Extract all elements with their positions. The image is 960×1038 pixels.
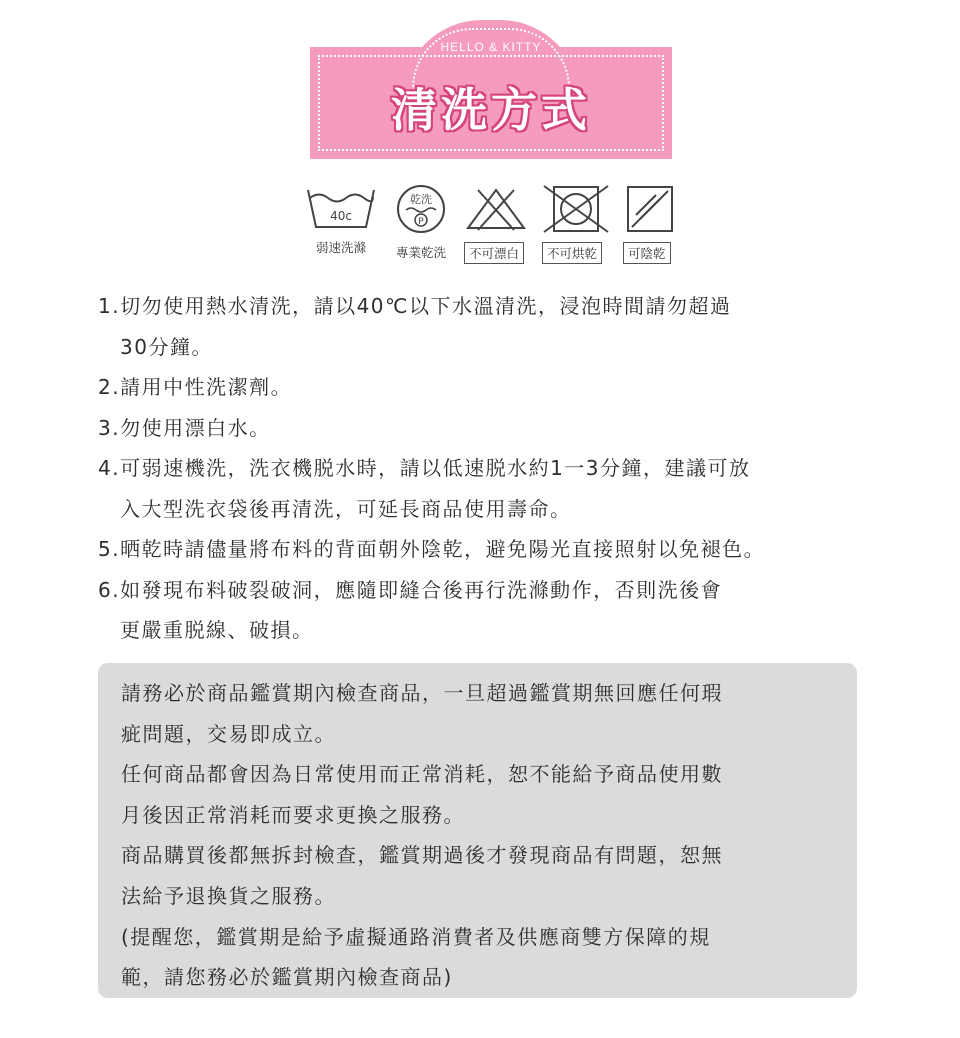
- instruction-3: 3.勿使用漂白水。: [98, 415, 271, 440]
- dry-clean-circle-icon: [396, 184, 446, 234]
- notice-line: 商品購買後都無拆封檢查，鑑賞期過後才發現商品有問題，恕無: [121, 843, 723, 868]
- care-label-dry-clean: 專業乾洗: [395, 245, 446, 260]
- notice-line: 法給予退換貨之服務。: [121, 883, 336, 908]
- page-title: 清洗方式: [391, 83, 591, 137]
- notice-line: 疵問題，交易即成立。: [121, 721, 336, 746]
- care-instructions: [98, 286, 868, 651]
- care-label-no-tumble-dry: 不可烘乾: [542, 242, 602, 264]
- no-tumble-dry-icon: [542, 184, 610, 234]
- notice-line: 月後因正常消耗而要求更換之服務。: [121, 802, 465, 827]
- notice-line: 範，請您務必於鑑賞期內檢查商品): [121, 965, 453, 990]
- instruction-4-cont: 入大型洗衣袋後再清洗，可延長商品使用壽命。: [120, 496, 572, 521]
- dry-clean-p: P: [418, 217, 424, 227]
- notice-line: 任何商品都會因為日常使用而正常消耗，恕不能給予商品使用數: [121, 762, 723, 787]
- care-label-gentle-wash: 弱速洗滌: [315, 240, 366, 255]
- banner-subtitle: HELLO & KITTY: [440, 40, 542, 54]
- no-bleach-triangle-icon: [464, 186, 528, 232]
- dry-clean-text: 乾洗: [410, 193, 432, 206]
- wash-temperature: 40c: [330, 209, 352, 223]
- title-banner: [310, 14, 672, 160]
- instruction-5: 5.晒乾時請儘量將布料的背面朝外陰乾，避免陽光直接照射以免褪色。: [98, 537, 766, 561]
- instruction-1-cont: 30分鐘。: [120, 334, 213, 359]
- care-label-shade-dry: 可陰乾: [623, 242, 671, 264]
- instruction-6-cont: 更嚴重脱線、破損。: [120, 618, 314, 642]
- shade-dry-icon: [626, 185, 674, 233]
- wash-tub-icon: [306, 186, 376, 230]
- instruction-6: 6.如發現布料破裂破洞，應隨即縫合後再行洗滌動作，否則洗後會: [98, 577, 723, 602]
- instruction-4: 4.可弱速機洗，洗衣機脱水時，請以低速脱水約1一3分鐘，建議可放: [98, 456, 751, 480]
- inspection-notice-box: [98, 663, 857, 998]
- notice-line: 請務必於商品鑑賞期內檢查商品，一旦超過鑑賞期無回應任何瑕: [121, 681, 723, 705]
- notice-line: (提醒您，鑑賞期是給予虛擬通路消費者及供應商雙方保障的規: [121, 924, 711, 949]
- instruction-1: 1.切勿使用熱水清洗，請以40℃以下水溫清洗，浸泡時間請勿超過: [98, 294, 732, 318]
- care-label-no-bleach: 不可漂白: [464, 242, 524, 264]
- instruction-2: 2.請用中性洗潔劑。: [98, 375, 293, 399]
